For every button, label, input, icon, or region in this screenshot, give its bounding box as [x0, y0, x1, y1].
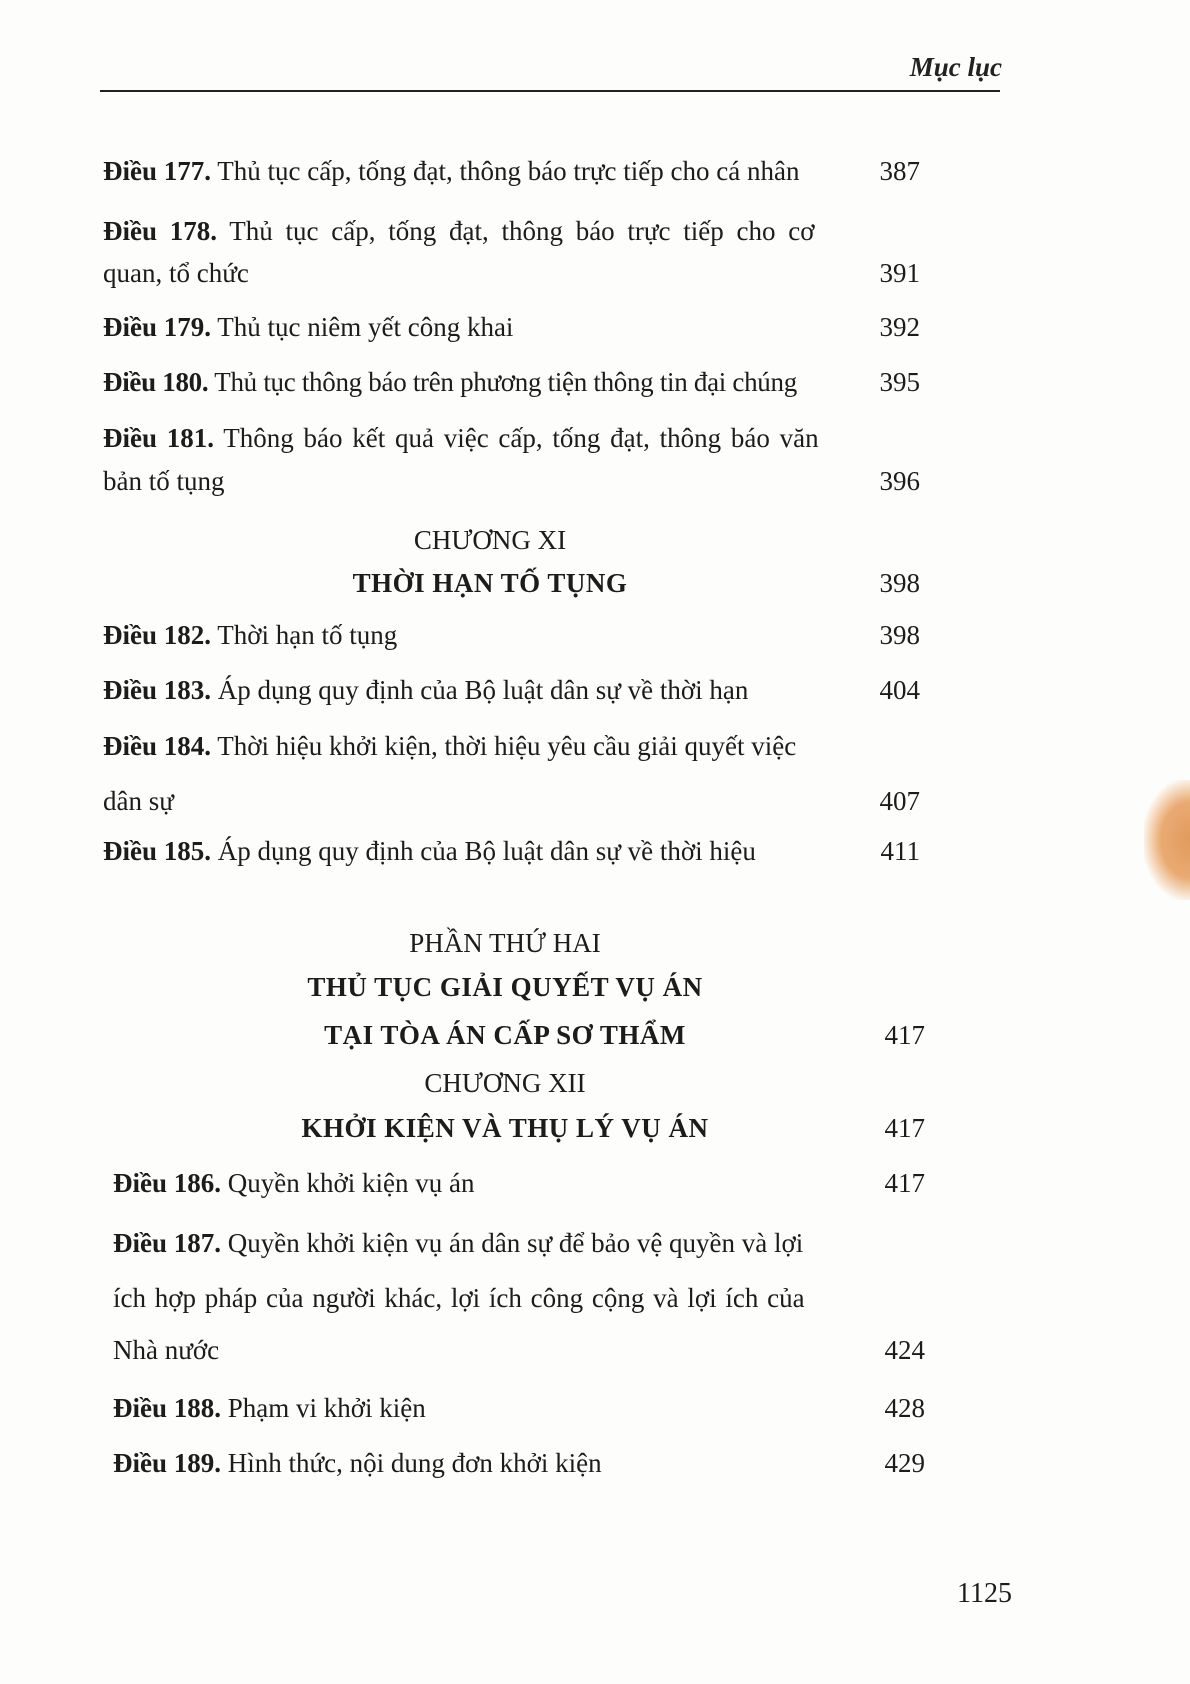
entry-page: 407 — [879, 786, 920, 816]
toc-entry-181 — [103, 423, 819, 453]
entry-text: Phạm vi khởi kiện — [227, 1393, 426, 1423]
toc-entry-178 — [103, 216, 815, 246]
entry-label: Điều 183. — [103, 675, 211, 705]
entry-label: Điều 181. — [103, 423, 214, 453]
page-number: 1125 — [957, 1578, 1012, 1609]
toc-entry-186 — [113, 1168, 474, 1198]
entry-continuation: bản tố tụng — [103, 466, 225, 496]
edge-shadow — [1144, 780, 1190, 900]
entry-label: Điều 179. — [103, 312, 211, 342]
entry-label: Điều 182. — [103, 620, 211, 650]
entry-label: Điều 188. — [113, 1393, 221, 1423]
header-rule — [100, 90, 1000, 92]
entry-page: 387 — [879, 156, 920, 186]
chapter-page: 398 — [879, 568, 920, 598]
entry-label: Điều 177. — [103, 156, 211, 186]
entry-label: Điều 184. — [103, 731, 211, 761]
entry-text: Thủ tục cấp, tống đạt, thông báo trực tiếp cho cơ — [229, 216, 815, 246]
entry-page: 396 — [879, 466, 920, 496]
entry-text: Thủ tục cấp, tống đạt, thông báo trực tiếp cho cá nhân — [217, 156, 800, 186]
toc-entry-185 — [103, 836, 756, 866]
entry-label: Điều 180. — [103, 367, 209, 397]
part-label: PHẦN THỨ HAI — [409, 928, 601, 958]
entry-text: Thời hiệu khởi kiện, thời hiệu yêu cầu giải quyết việc — [217, 731, 797, 761]
entry-text: Quyền khởi kiện vụ án dân sự để bảo vệ quyền và lợi — [227, 1228, 804, 1258]
entry-continuation: ích hợp pháp của người khác, lợi ích công cộng và lợi ích của — [113, 1283, 805, 1313]
entry-page: 398 — [879, 620, 920, 650]
entry-page: 424 — [884, 1335, 925, 1365]
toc-entry-184 — [103, 731, 796, 761]
chapter-label: CHƯƠNG XII — [424, 1068, 586, 1098]
toc-entry-187 — [113, 1228, 803, 1258]
entry-text: Thủ tục niêm yết công khai — [217, 312, 514, 342]
toc-entry-177 — [103, 156, 799, 186]
running-header: Mục lục — [909, 52, 1002, 82]
toc-entry-180 — [103, 367, 797, 397]
entry-continuation: Nhà nước — [113, 1335, 220, 1365]
entry-label: Điều 187. — [113, 1228, 221, 1258]
chapter-title: THỜI HẠN TỐ TỤNG — [352, 568, 628, 598]
entry-page: 392 — [879, 312, 920, 342]
entry-page: 411 — [880, 836, 920, 866]
part-page: 417 — [884, 1020, 925, 1050]
toc-entry-188 — [113, 1393, 426, 1423]
entry-text: Thủ tục thông báo trên phương tiện thông tin đại chúng — [214, 367, 797, 397]
entry-label: Điều 185. — [103, 836, 211, 866]
entry-text: Thông báo kết quả việc cấp, tống đạt, thông báo văn — [223, 423, 819, 453]
entry-page: 391 — [879, 258, 920, 288]
entry-text: Hình thức, nội dung đơn khởi kiện — [227, 1448, 602, 1478]
entry-page: 404 — [879, 675, 920, 705]
toc-entry-182 — [103, 620, 397, 650]
entry-page: 395 — [879, 367, 920, 397]
entry-text: Quyền khởi kiện vụ án — [227, 1168, 475, 1198]
chapter-page: 417 — [884, 1113, 925, 1143]
entry-label: Điều 178. — [103, 216, 217, 246]
toc-entry-183 — [103, 675, 748, 705]
entry-label: Điều 186. — [113, 1168, 221, 1198]
entry-text: Thời hạn tố tụng — [217, 620, 398, 650]
part-title-line-2: TẠI TÒA ÁN CẤP SƠ THẨM — [324, 1020, 686, 1050]
entry-label: Điều 189. — [113, 1448, 221, 1478]
entry-continuation: quan, tổ chức — [103, 258, 249, 288]
entry-continuation: dân sự — [103, 786, 174, 816]
chapter-label: CHƯƠNG XI — [413, 525, 567, 555]
entry-page: 429 — [884, 1448, 925, 1478]
chapter-title: KHỞI KIỆN VÀ THỤ LÝ VỤ ÁN — [301, 1113, 709, 1143]
part-title-line-1: THỦ TỤC GIẢI QUYẾT VỤ ÁN — [307, 972, 703, 1002]
toc-entry-189 — [113, 1448, 602, 1478]
toc-entry-179 — [103, 312, 513, 342]
entry-page: 417 — [884, 1168, 925, 1198]
entry-text: Áp dụng quy định của Bộ luật dân sự về thời hiệu — [217, 836, 756, 866]
entry-text: Áp dụng quy định của Bộ luật dân sự về thời hạn — [217, 675, 749, 705]
entry-page: 428 — [884, 1393, 925, 1423]
